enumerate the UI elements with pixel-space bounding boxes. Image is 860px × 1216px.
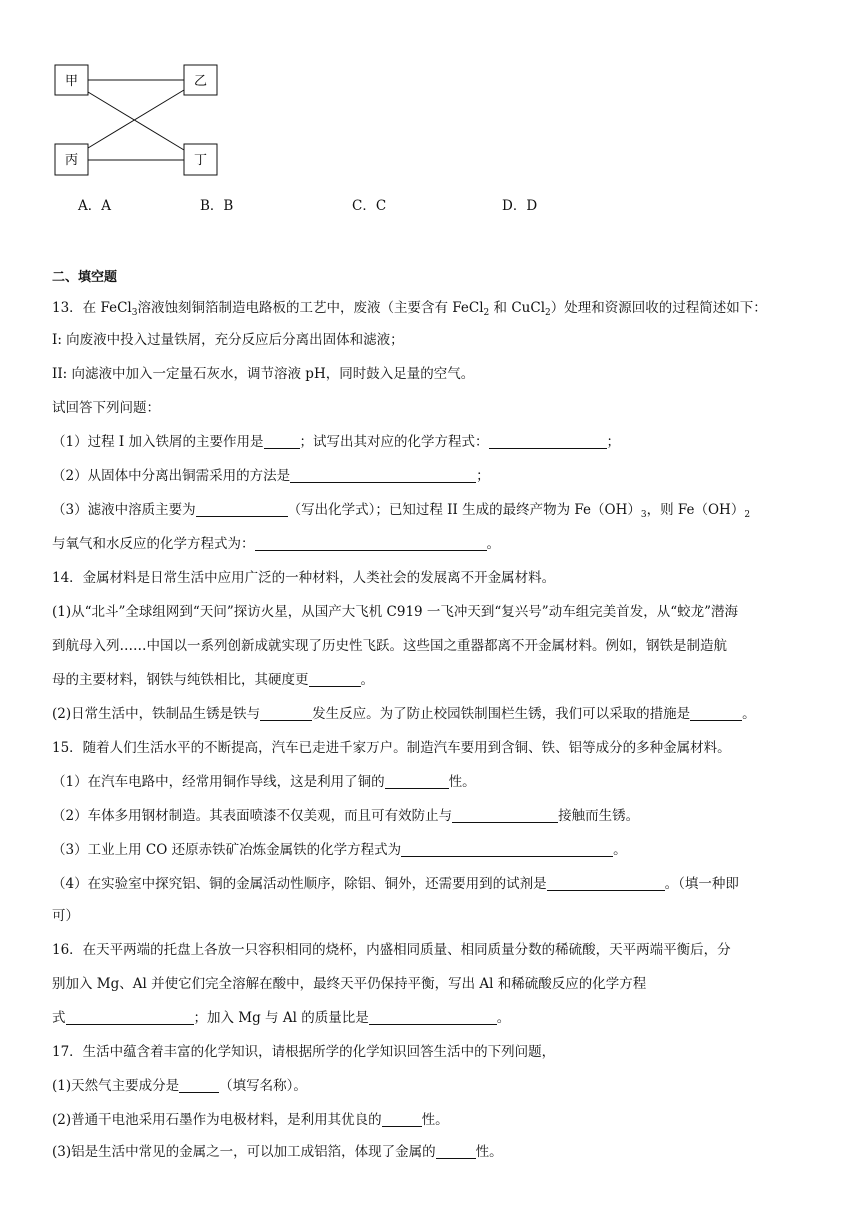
q14-part2-text: 发生反应。为了防止校园铁制围栏生锈，我们可以采取的措施是	[312, 706, 691, 722]
q16-line2: 别加入 Mg、Al 并使它们完全溶解在酸中，最终天平仍保持平衡，写出 Al 和稀硫酸反应的化学方程	[52, 976, 647, 992]
q13-stem-text: 13．在 FeCl	[52, 300, 132, 316]
q13-part1-text: ；	[606, 434, 621, 450]
answer-blank[interactable]	[547, 876, 665, 891]
q17-part3	[52, 1142, 503, 1162]
section-title: 二、填空题	[52, 270, 118, 285]
q15-part4-cont: 可）	[52, 908, 79, 924]
q13-part1	[52, 432, 620, 452]
q17-part2-text: (2)普通干电池采用石墨作为电极材料，是利用其优良的	[52, 1112, 382, 1128]
answer-blank[interactable]	[452, 808, 558, 823]
q13-part1-text: ；试写出其对应的化学方程式：	[299, 434, 489, 450]
q13-part2	[52, 466, 490, 486]
option-d[interactable]: D．D	[502, 198, 538, 214]
connector-jia-ding	[88, 92, 184, 150]
q17-part1-text: （填写名称）。	[219, 1078, 307, 1094]
answer-blank[interactable]	[401, 842, 613, 857]
option-b[interactable]: B．B	[200, 198, 234, 214]
q15-part4	[52, 874, 739, 894]
answer-blank[interactable]	[179, 1078, 219, 1093]
q13-part2-text: ；	[476, 468, 490, 484]
q17-part1	[52, 1076, 307, 1096]
q14-part1-line2: 到航母入列……中国以一系列创新成就实现了历史性飞跃。这些国之重器都离不开金属材料。例如，钢铁是制造航	[52, 638, 727, 654]
subscript: 3	[131, 308, 138, 318]
q15-part1-text: （1）在汽车电路中，经常用铜作导线，这是利用了铜的	[52, 774, 385, 790]
q13-part3-cont	[52, 534, 500, 554]
q17-part1-text: (1)天然气主要成分是	[52, 1078, 180, 1094]
q15-part1	[52, 772, 476, 792]
q16-line1: 16．在天平两端的托盘上各放一只容积相同的烧杯，内盛相同质量、相同质量分数的稀硫酸，天平两端平衡后，分	[52, 942, 731, 958]
q16-text: ；加入 Mg 与 Al 的质量比是	[193, 1010, 369, 1026]
q13-stem-text: 和 CuCl	[489, 300, 546, 316]
q14-stem: 14．金属材料是日常生活中应用广泛的一种材料，人类社会的发展离不开金属材料。	[52, 570, 556, 586]
subscript: 2	[744, 510, 751, 520]
q13-part3-text: （写出化学式）；已知过程 II 生成的最终产物为 Fe（OH）	[287, 502, 641, 518]
q15-part2-text: （2）车体多用钢材制造。其表面喷漆不仅美观，而且可有效防止与	[52, 808, 453, 824]
q16-line3	[52, 1008, 510, 1028]
q13-part3-text: ，则 Fe（OH）	[646, 502, 745, 518]
q14-part1-line1: (1)从“北斗”全球组网到“天问”探访火星，从国产大飞机 C919 一飞冲天到“复兴号”动车组完美首发，从“蛟龙”潜海	[52, 604, 739, 620]
answer-blank[interactable]	[66, 1010, 194, 1025]
q15-stem: 15．随着人们生活水平的不断提高，汽车已走进千家万户。制造汽车要用到含铜、铁、铝等成分的多种金属材料。	[52, 740, 731, 756]
q17-part3-text: 性。	[475, 1144, 503, 1160]
answer-blank[interactable]	[489, 434, 607, 449]
q13-part3-text: 与氧气和水反应的化学方程式为：	[52, 536, 255, 552]
q17-part2	[52, 1110, 449, 1130]
subscript: 2	[545, 308, 551, 318]
q13-stem-text: 溶液蚀刻铜箔制造电路板的工艺中，废液（主要含有 FeCl	[137, 300, 484, 316]
answer-blank[interactable]	[290, 468, 476, 483]
answer-blank[interactable]	[260, 706, 312, 721]
q17-part2-text: 性。	[421, 1112, 449, 1128]
subscript: 3	[640, 510, 647, 520]
q14-part2-text: 。	[742, 706, 756, 722]
q13-part3-text: （3）滤液中溶质主要为	[52, 502, 196, 518]
answer-blank[interactable]	[264, 434, 300, 449]
q15-part2	[52, 806, 639, 826]
relation-diagram	[54, 64, 218, 176]
answer-blank[interactable]	[196, 502, 288, 517]
node-label-bing: 丙	[64, 153, 79, 168]
node-label-jia: 甲	[64, 74, 79, 89]
q14-part1-text: 。	[360, 672, 374, 688]
q16-text: 式	[52, 1010, 66, 1026]
q15-part2-text: 接触而生锈。	[558, 808, 640, 824]
q13-stem-text: ）处理和资源回收的过程简述如下：	[550, 300, 767, 316]
q14-part2-text: (2)日常生活中，铁制品生锈是铁与	[52, 706, 261, 722]
q15-part3	[52, 840, 627, 860]
q17-stem: 17．生活中蕴含着丰富的化学知识，请根据所学的化学知识回答生活中的下列问题，	[52, 1044, 556, 1060]
node-label-yi: 乙	[193, 74, 208, 89]
q14-part1-text: 母的主要材料，钢铁与纯铁相比，其硬度更	[52, 672, 309, 688]
q16-text: 。	[496, 1010, 511, 1026]
q15-part3-text: 。	[613, 842, 627, 858]
option-a[interactable]: A．A	[78, 198, 111, 214]
answer-blank[interactable]	[385, 774, 449, 789]
connector-bing-yi	[88, 90, 184, 148]
q13-prompt: 试回答下列问题：	[52, 400, 160, 416]
q15-part4-text: （4）在实验室中探究铝、铜的金属活动性顺序，除铝、铜外，还需要用到的试剂是	[52, 876, 547, 892]
q13-part2-text: （2）从固体中分离出铜需采用的方法是	[52, 468, 291, 484]
answer-blank[interactable]	[382, 1112, 422, 1127]
answer-blank[interactable]	[690, 706, 742, 721]
option-c[interactable]: C．C	[352, 198, 387, 214]
q13-stem	[52, 298, 767, 318]
q15-part4-text: 。（填一种即	[664, 876, 739, 892]
q15-part1-text: 性。	[448, 774, 476, 790]
node-label-ding: 丁	[193, 153, 208, 168]
q15-part3-text: （3）工业上用 CO 还原赤铁矿冶炼金属铁的化学方程式为	[52, 842, 402, 858]
q17-part3-text: (3)铝是生活中常见的金属之一，可以加工成铝箔，体现了金属的	[52, 1144, 436, 1160]
answer-blank[interactable]	[369, 1010, 497, 1025]
answer-blank[interactable]	[436, 1144, 476, 1159]
answer-blank[interactable]	[255, 536, 487, 551]
answer-blank[interactable]	[309, 672, 361, 687]
q13-part3-text: 。	[486, 536, 500, 552]
q13-part1-text: （1）过程 I 加入铁屑的主要作用是	[52, 434, 264, 450]
q13-step1: I: 向废液中投入过量铁屑，充分反应后分离出固体和滤液；	[52, 332, 404, 348]
q14-part2	[52, 704, 756, 724]
q13-part3	[52, 500, 750, 520]
q13-step2: II: 向滤液中加入一定量石灰水，调节溶液 pH，同时鼓入足量的空气。	[52, 366, 475, 382]
subscript: 2	[483, 308, 490, 318]
q14-part1-line3	[52, 670, 374, 690]
